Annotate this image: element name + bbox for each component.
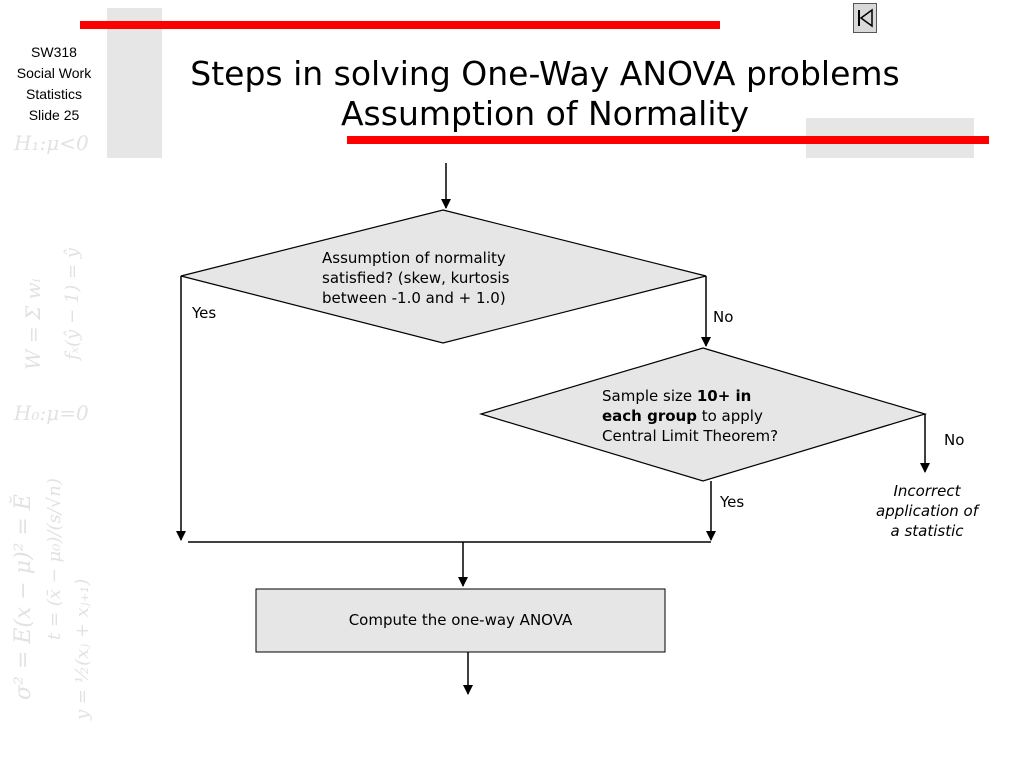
outcome-line3: a statistic (890, 522, 964, 540)
watermark-glyph-y: y = ½(xⱼ + xⱼ₊₁) (72, 578, 93, 720)
no1-label: No (713, 308, 734, 326)
title-line1: Steps in solving One-Way ANOVA problems (190, 54, 900, 93)
no2-label: No (944, 431, 965, 449)
decision1-line1: Assumption of normality (322, 249, 506, 267)
process-text: Compute the one-way ANOVA (348, 611, 573, 629)
decision2-line3: Central Limit Theorem? (602, 427, 779, 445)
decision2-pre: Sample size (602, 387, 697, 405)
decision2-line2 (602, 406, 842, 426)
course-name-line1: Social Work (16, 65, 92, 81)
watermark-glyph-f: fₓ(ŷ − 1) = ŷ (62, 248, 83, 360)
decision2-post2: to apply (696, 407, 763, 425)
yes2-label: Yes (720, 493, 745, 511)
decision-sample-size-text (602, 386, 842, 446)
watermark-glyph-h1: H₁:μ<0 (14, 131, 89, 155)
decision1-line2: satisfied? (skew, kurtosis (322, 269, 510, 287)
incorrect-outcome (862, 481, 992, 541)
slide-number: Slide 25 (28, 107, 80, 123)
decision-normality-text (322, 248, 582, 308)
decision2-line1 (602, 386, 842, 406)
title-line2: Assumption of Normality (340, 94, 749, 133)
yes1-label: Yes (192, 304, 217, 322)
course-name-line2: Statistics (25, 86, 82, 102)
decision2-bold1: 10+ in (696, 387, 752, 405)
outcome-line2: application of (876, 502, 978, 520)
watermark-glyph-w: W = Σ wᵢ (21, 278, 45, 370)
decision2-bold2: each group (602, 407, 697, 425)
watermark-glyph-h0: H₀:μ=0 (14, 401, 89, 425)
watermark-glyph-t: t = (x̄ − μ₀)/(s/√n) (44, 478, 65, 640)
decision1-line3: between -1.0 and + 1.0) (322, 289, 506, 307)
watermark-glyph-var: σ² = E(x − μ)² = Ĕ (11, 494, 36, 700)
course-code: SW318 (31, 44, 77, 60)
outcome-line1: Incorrect (893, 482, 961, 500)
